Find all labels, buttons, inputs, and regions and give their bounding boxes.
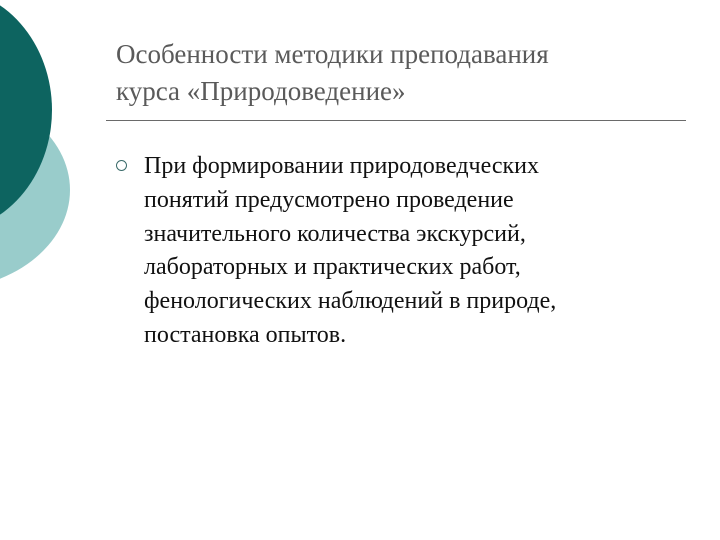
bullet-item [116,150,676,353]
bullet-text-line-1: При формировании природоведческих [144,153,540,179]
title-line-1: Особенности методики преподавания [116,39,549,69]
bullet-text-line-4: лабораторных и практических работ, [144,254,521,281]
hollow-circle-bullet-icon [116,160,127,171]
bullet-list [116,150,676,353]
title-line-2: курса «Природоведение» [116,76,406,106]
bullet-text-line-5: фенологических наблюдений в природе, [144,288,557,315]
slide-title [116,36,676,110]
bullet-text-line-6: постановка опытов. [144,321,347,348]
title-divider [106,120,686,121]
decorative-circles [0,0,110,300]
bullet-text-line-3: значительного количества экскурсий, [144,220,526,247]
bullet-text-line-2: понятий предусмотрено проведение [144,186,514,213]
